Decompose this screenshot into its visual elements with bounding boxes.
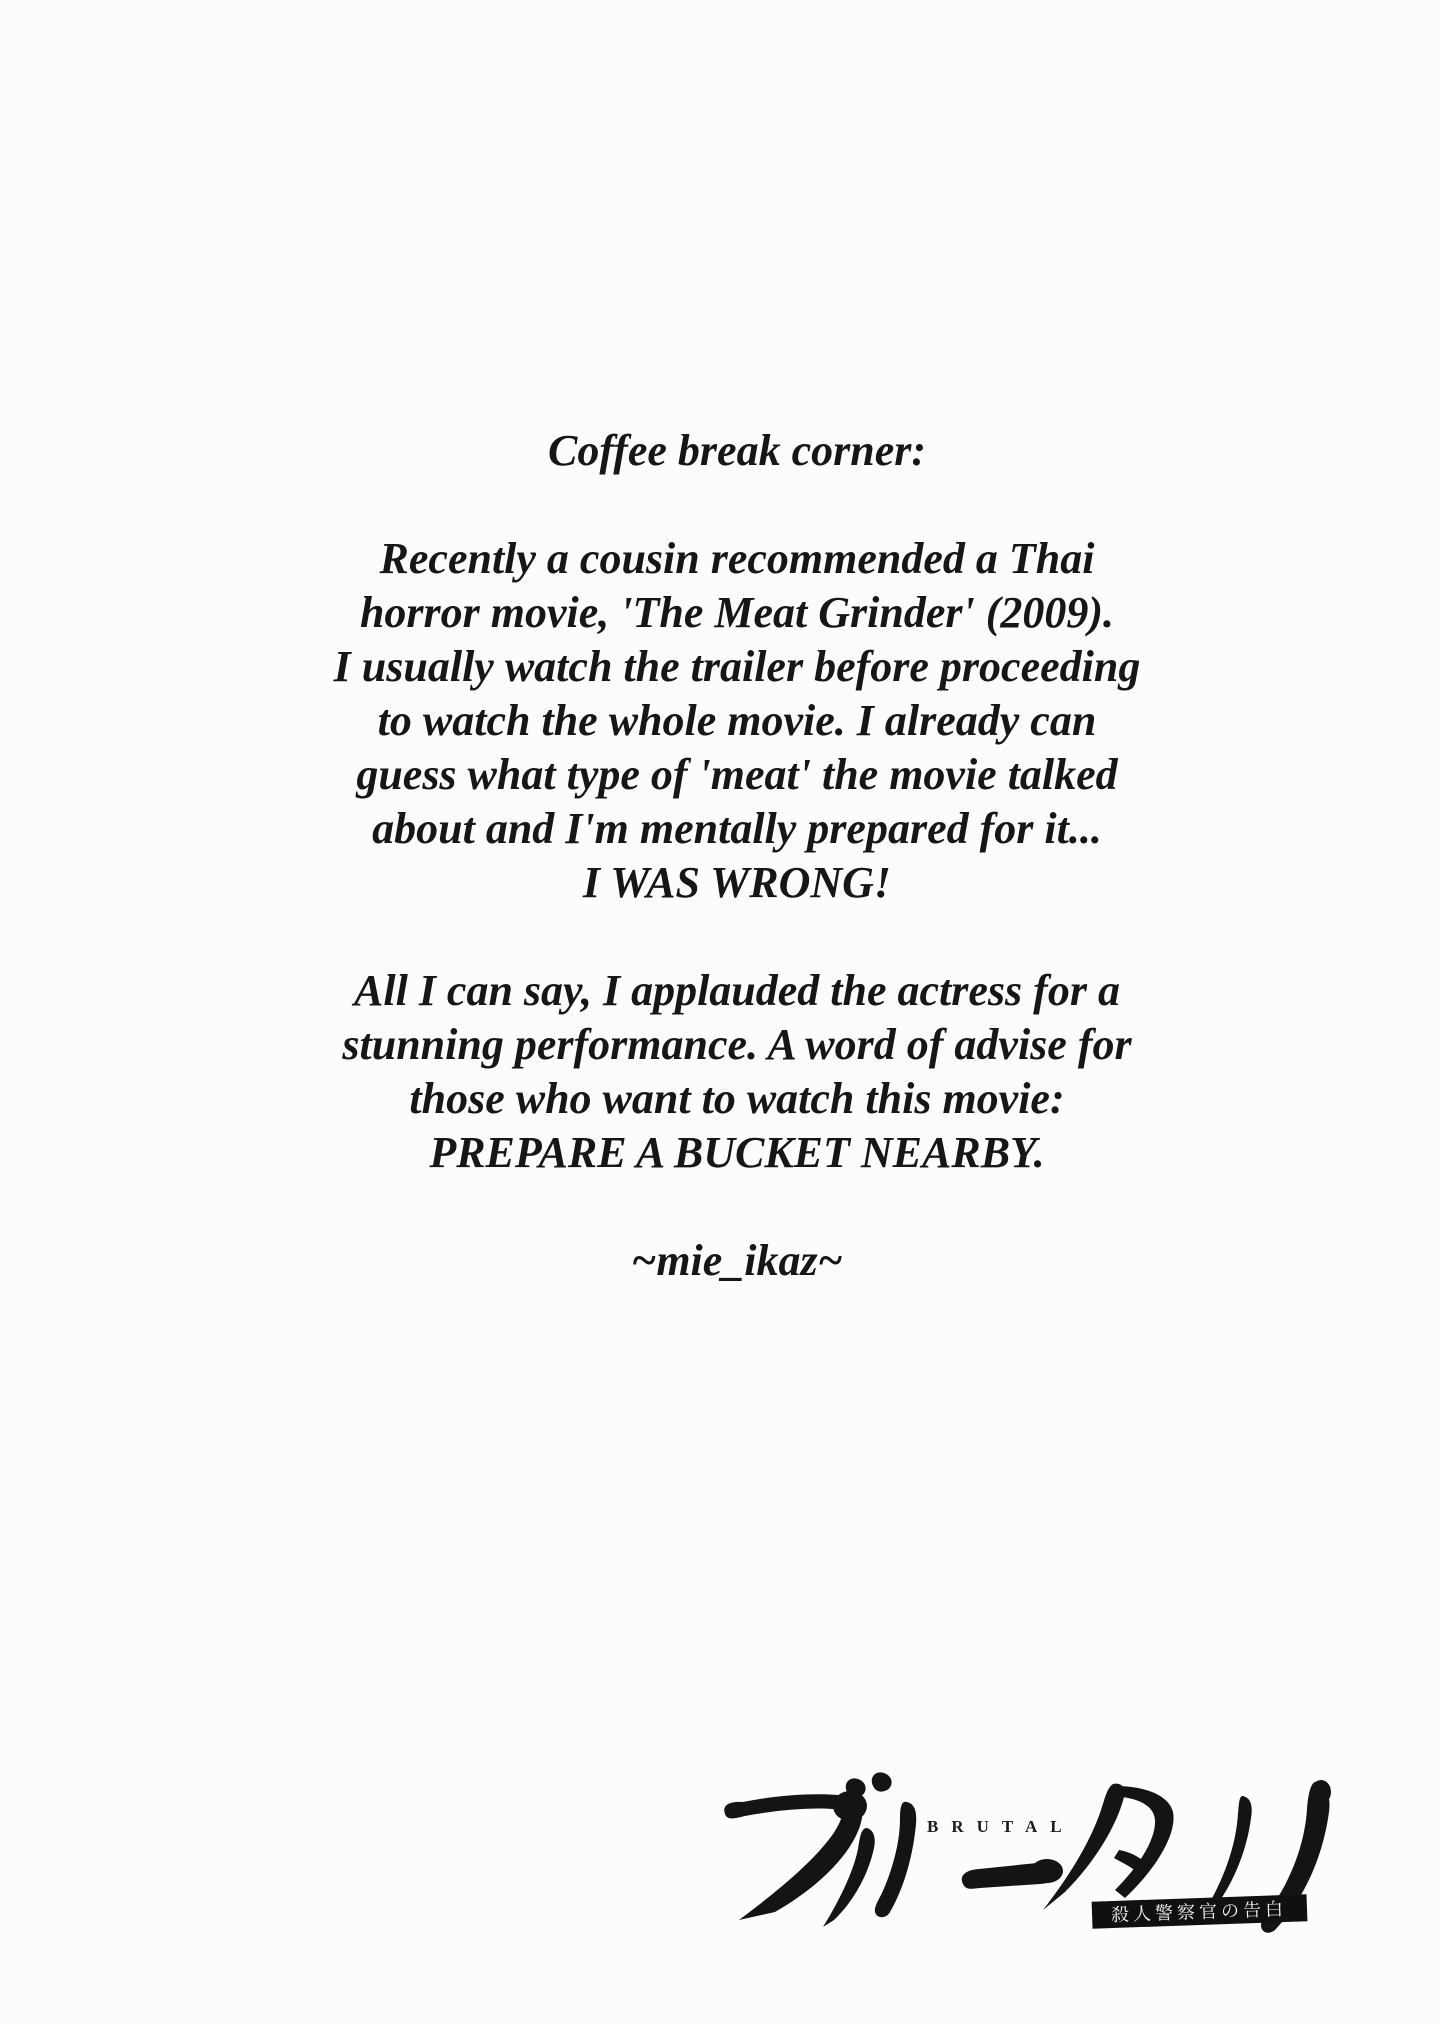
brutal-logo-katakana-art bbox=[695, 1762, 1365, 1942]
note-line: All I can say, I applauded the actress for a bbox=[354, 966, 1120, 1015]
note-paragraph-1 bbox=[37, 532, 1437, 910]
note-line: stunning performance. A word of advise for bbox=[342, 1020, 1132, 1069]
brutal-logo bbox=[695, 1762, 1365, 1942]
note-line: I WAS WRONG! bbox=[582, 858, 892, 907]
note-line: I usually watch the trailer before proceeding bbox=[333, 642, 1141, 691]
note-line: PREPARE A BUCKET NEARBY. bbox=[429, 1128, 1045, 1177]
note-line: about and I'm mentally prepared for it... bbox=[372, 804, 1102, 853]
note-title: Coffee break corner: bbox=[548, 426, 926, 475]
note-line: guess what type of 'meat' the movie talked bbox=[356, 750, 1118, 799]
note-signature: ~mie_ikaz~ bbox=[631, 1236, 843, 1285]
note-paragraph-2 bbox=[37, 964, 1437, 1180]
brutal-logo-latin-text: BRUTAL bbox=[927, 1817, 1075, 1836]
brutal-logo-subtitle-text: 殺人警察官の告白 bbox=[1110, 1898, 1288, 1927]
note-line: those who want to watch this movie: bbox=[409, 1074, 1065, 1123]
note-line: Recently a cousin recommended a Thai bbox=[379, 534, 1095, 583]
coffee-break-note bbox=[37, 424, 1437, 1288]
note-line: horror movie, 'The Meat Grinder' (2009). bbox=[359, 588, 1115, 637]
note-line: to watch the whole movie. I already can bbox=[377, 696, 1097, 745]
